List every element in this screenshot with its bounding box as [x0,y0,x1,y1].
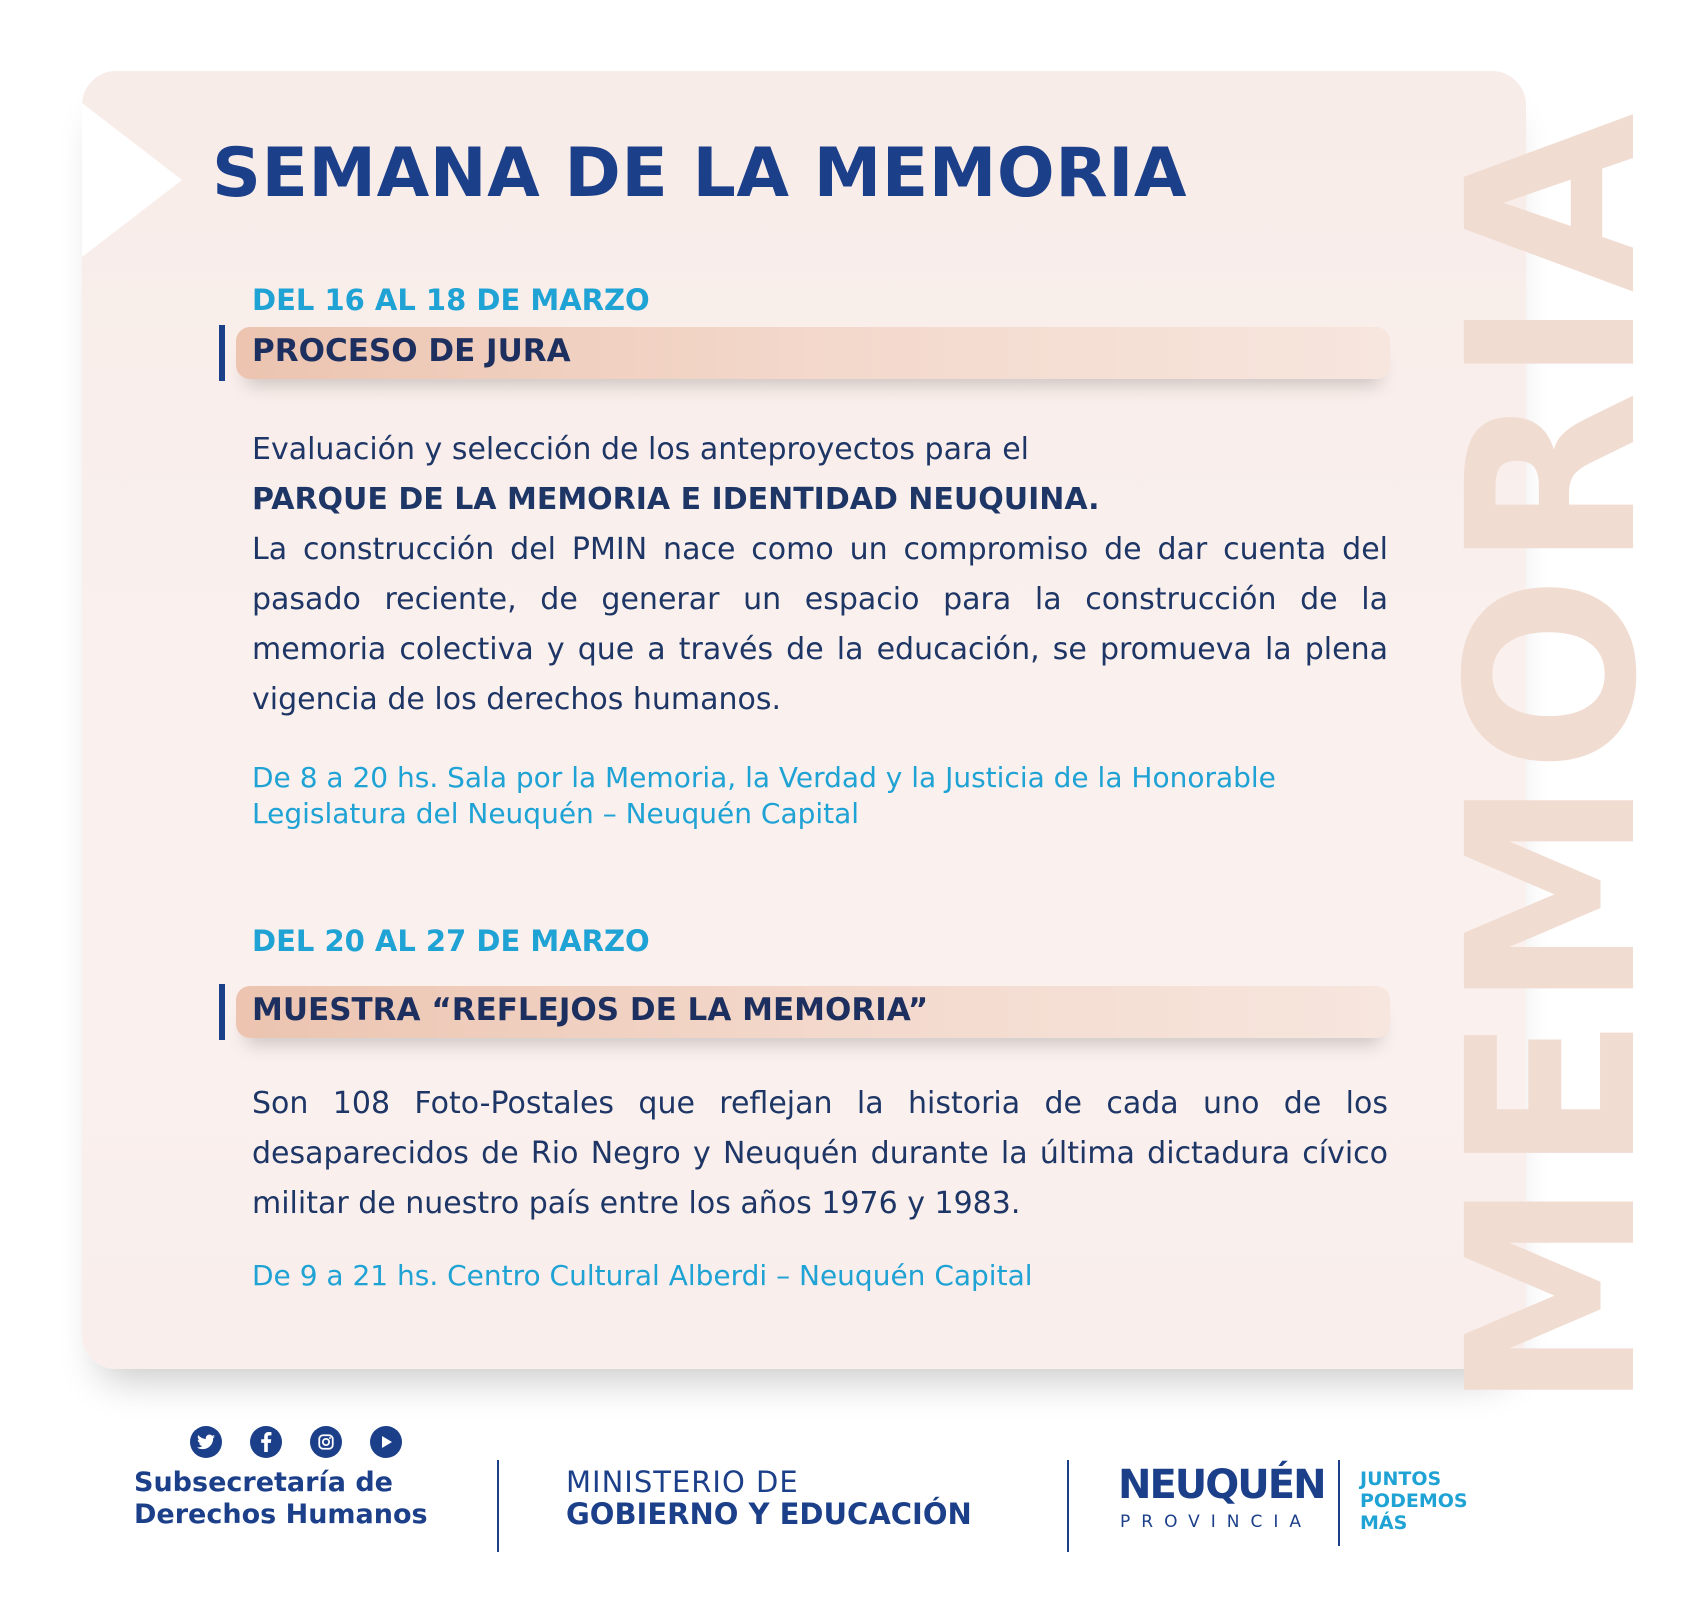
event-2-name: MUESTRA “REFLEJOS DE LA MEMORIA” [252,992,929,1028]
event-1-highlight: PARQUE DE LA MEMORIA E IDENTIDAD NEUQUINA. [252,482,1100,517]
event-1-band [236,327,1390,379]
event-1-intro: Evaluación y selección de los anteproyectos para el [252,432,1029,467]
footer-divider-2 [1067,1460,1069,1552]
event-2-info: De 9 a 21 hs. Centro Cultural Alberdi – Neuquén Capital [252,1259,1033,1292]
ministry-name: GOBIERNO Y EDUCACIÓN [566,1497,972,1531]
instagram-icon[interactable] [310,1426,342,1458]
twitter-icon[interactable] [190,1426,222,1458]
social-links [190,1426,402,1458]
event-2-band [236,986,1390,1038]
event-2-date: DEL 20 AL 27 DE MARZO [252,924,650,958]
event-1-body [252,425,1388,725]
memoria-watermark: MEMORIA [1418,107,1688,1411]
event-2-bar [219,984,225,1040]
neuquen-logo: NEUQUÉN [1118,1462,1325,1508]
facebook-icon[interactable] [250,1426,282,1458]
page-title: SEMANA DE LA MEMORIA [212,134,1188,213]
youtube-icon[interactable] [370,1426,402,1458]
footer-divider-1 [497,1460,499,1552]
event-1-description: La construcción del PMIN nace como un compromiso de dar cuenta del pasado reciente, de generar un espacio para la construcción de la memoria colectiva y que a través de la educación, se promueva la plena vigencia de los derechos humanos. [252,532,1388,717]
ministry-label: MINISTERIO DE [566,1465,799,1499]
province-label: PROVINCIA [1120,1512,1313,1532]
event-1-info: De 8 a 20 hs. Sala por la Memoria, la Verdad y la Justicia de la Honorable Legislatura del Neuquén – Neuquén Capital [252,761,1276,830]
organization-name: Subsecretaría de Derechos Humanos [134,1467,428,1530]
event-1-date: DEL 16 AL 18 DE MARZO [252,283,650,317]
event-1-name: PROCESO DE JURA [252,333,571,369]
event-2-description: Son 108 Foto-Postales que reflejan la historia de cada uno de los desaparecidos de Rio Negro y Neuquén durante la última dictadura cívico militar de nuestro país entre los años 1976 y 1983. [252,1086,1388,1221]
event-1-bar [219,325,225,381]
slogan: JUNTOS PODEMOS MÁS [1360,1468,1468,1534]
footer-divider-3 [1338,1460,1340,1546]
